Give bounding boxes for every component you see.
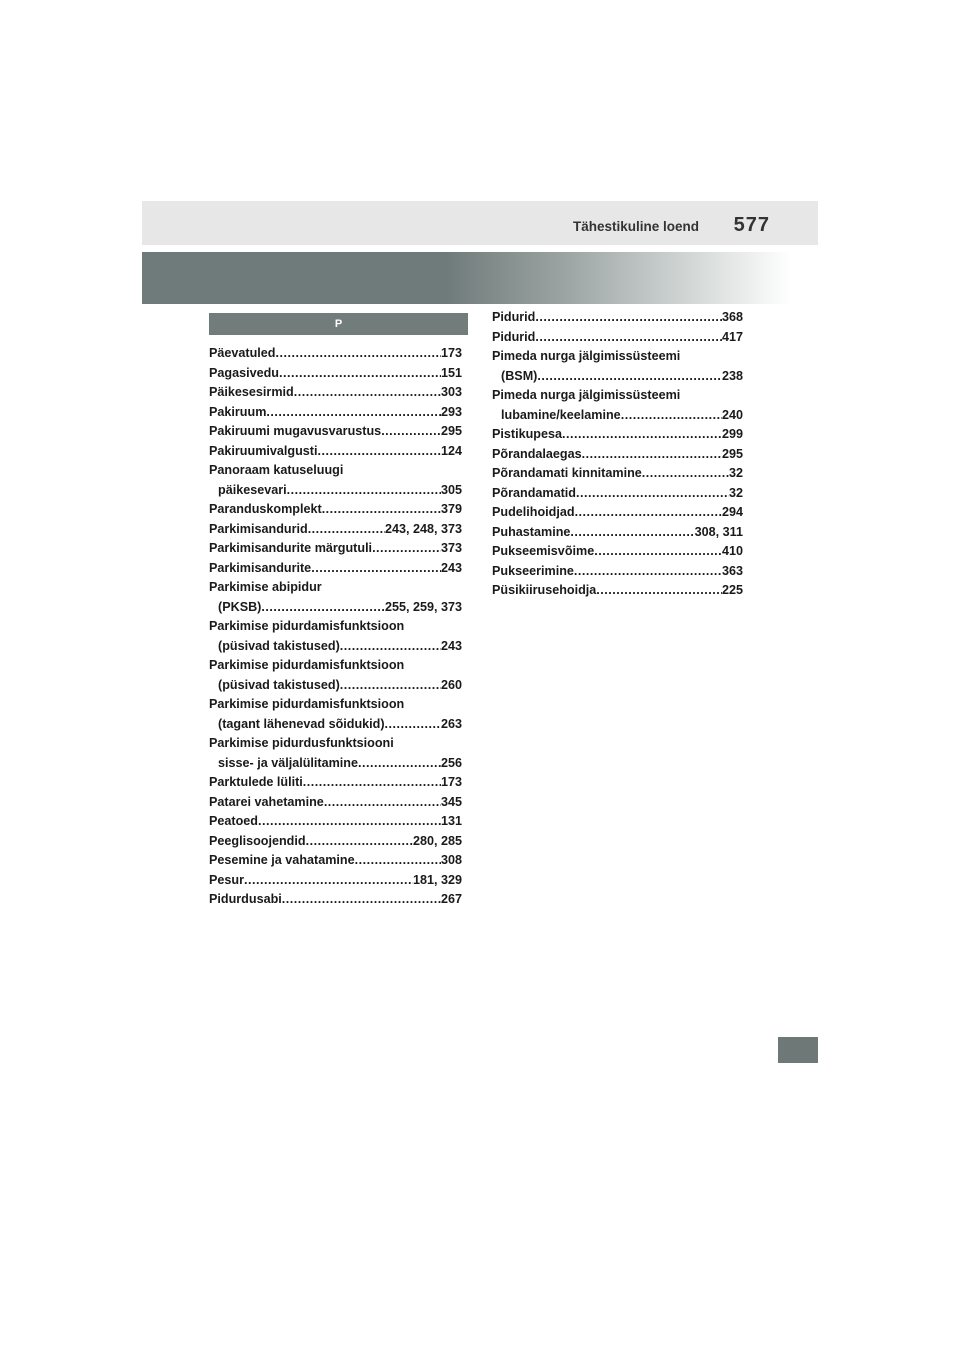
- index-entry: [209, 442, 462, 462]
- page-reference[interactable]: 260: [440, 677, 462, 692]
- index-term: Pimeda nurga jälgimissüsteemi: [492, 388, 681, 402]
- index-entry-line: [209, 656, 462, 676]
- index-entry-line: [492, 523, 743, 543]
- index-entry: [209, 773, 462, 793]
- page-reference[interactable]: 308, 311: [694, 524, 743, 539]
- index-entry-line: [209, 422, 462, 442]
- index-term: Parkimisandurid: [209, 521, 308, 536]
- index-term: (tagant lähenevad sõidukid): [218, 716, 385, 731]
- index-term: Panoraam katuseluugi: [209, 463, 344, 477]
- dot-leader: [340, 637, 441, 657]
- dot-leader: [324, 793, 441, 813]
- index-column-left: [209, 344, 462, 910]
- dot-leader: [576, 484, 729, 504]
- page-reference[interactable]: 417: [721, 329, 743, 344]
- page-reference[interactable]: 131: [440, 814, 462, 828]
- page-reference[interactable]: 308: [440, 853, 462, 867]
- index-entry: [209, 734, 462, 773]
- page-reference[interactable]: 255, 259, 373: [384, 599, 462, 614]
- index-entry: [209, 793, 462, 813]
- dot-leader: [621, 406, 722, 426]
- index-entry-line: [209, 832, 462, 852]
- page-reference[interactable]: 256: [440, 755, 462, 770]
- dot-leader: [596, 581, 722, 601]
- dot-leader: [311, 559, 441, 579]
- section-letter-header: P: [209, 313, 468, 335]
- page-reference[interactable]: 410: [721, 544, 743, 558]
- index-entry: [492, 347, 743, 386]
- index-entry: [492, 484, 743, 504]
- dot-leader: [317, 442, 441, 462]
- dot-leader: [537, 367, 722, 387]
- page-reference[interactable]: 295: [440, 424, 462, 438]
- dot-leader: [355, 851, 441, 871]
- index-term: Pesemine ja vahatamine: [209, 853, 355, 867]
- index-column-right: [492, 308, 743, 601]
- page-number: 577: [733, 214, 770, 236]
- index-entry-line: [209, 383, 462, 403]
- index-entry-line: [209, 734, 462, 754]
- dot-leader: [303, 773, 441, 793]
- page-reference[interactable]: 345: [440, 794, 462, 809]
- index-entry-line: [209, 500, 462, 520]
- index-term: Pimeda nurga jälgimissüsteemi: [492, 349, 681, 363]
- index-entry: [492, 328, 743, 348]
- index-entry: [209, 832, 462, 852]
- index-entry: [492, 464, 743, 484]
- index-entry-line: [492, 581, 743, 601]
- index-entry-line: [492, 484, 743, 504]
- index-entry: [209, 812, 462, 832]
- page-reference[interactable]: 181, 329: [412, 872, 462, 887]
- index-entry-line: [209, 890, 462, 910]
- index-term: Põrandamatid: [492, 485, 576, 500]
- index-term: Pagasivedu: [209, 365, 279, 380]
- index-entry-line: [209, 637, 462, 657]
- page-reference[interactable]: 173: [440, 775, 462, 789]
- index-entry-line: [492, 542, 743, 562]
- chapter-tab-marker: [778, 1037, 818, 1063]
- index-term: Pakiruumivalgusti: [209, 443, 318, 458]
- header-title: Tähestikuline loend: [572, 219, 699, 234]
- index-term: Parkimisandurite: [209, 560, 312, 575]
- dot-leader: [594, 542, 722, 562]
- index-entry: [209, 344, 462, 364]
- index-term: Pidurdusabi: [209, 892, 282, 906]
- index-entry-line: [209, 793, 462, 813]
- index-entry: [209, 383, 462, 403]
- index-entry-line: [209, 344, 462, 364]
- index-term: Parkimise pidurdusfunktsiooni: [209, 736, 394, 750]
- index-entry: [209, 364, 462, 384]
- page-reference[interactable]: 299: [721, 427, 743, 441]
- index-term: (BSM): [501, 368, 538, 383]
- index-entry: [209, 695, 462, 734]
- page-reference[interactable]: 293: [440, 404, 462, 419]
- index-term: Pakiruumi mugavusvarustus: [209, 424, 382, 438]
- dot-leader: [570, 523, 694, 543]
- index-term: Peeglisoojendid: [209, 833, 306, 848]
- index-entry-line: [209, 871, 462, 891]
- index-entry: [209, 403, 462, 423]
- index-entry: [209, 461, 462, 500]
- dot-leader: [294, 383, 441, 403]
- index-term: Pukseerimine: [492, 563, 574, 578]
- index-entry: [209, 578, 462, 617]
- index-entry-line: [492, 503, 743, 523]
- dot-leader: [258, 812, 441, 832]
- page-reference[interactable]: 243, 248, 373: [384, 521, 462, 536]
- page-reference[interactable]: 238: [721, 368, 743, 383]
- page-reference[interactable]: 243: [440, 638, 462, 653]
- index-entry-line: [209, 754, 462, 774]
- index-entry: [209, 422, 462, 442]
- dot-leader: [582, 445, 722, 465]
- index-term: Parkimise abipidur: [209, 580, 322, 594]
- page-reference[interactable]: 173: [440, 346, 462, 360]
- index-entry-line: [209, 520, 462, 540]
- dot-leader: [535, 308, 722, 328]
- page-reference[interactable]: 240: [721, 407, 743, 422]
- index-term: (püsivad takistused): [218, 638, 340, 653]
- index-entry-line: [492, 367, 743, 387]
- page-reference[interactable]: 151: [440, 365, 462, 380]
- dot-leader: [308, 520, 385, 540]
- index-term: Pidurid: [492, 310, 536, 324]
- dot-leader: [372, 539, 441, 559]
- dot-leader: [322, 500, 441, 520]
- page-reference[interactable]: 267: [440, 892, 462, 906]
- index-entry-line: [209, 578, 462, 598]
- index-entry: [209, 539, 462, 559]
- index-entry-line: [209, 617, 462, 637]
- page-reference[interactable]: 305: [440, 482, 462, 497]
- index-entry-line: [492, 328, 743, 348]
- index-entry-line: [492, 347, 743, 367]
- dot-leader: [266, 403, 441, 423]
- index-entry: [492, 562, 743, 582]
- index-term: lubamine/keelamine: [501, 407, 621, 422]
- page-reference[interactable]: 32: [728, 485, 743, 500]
- index-entry-line: [209, 676, 462, 696]
- index-term: Parktulede lüliti: [209, 775, 303, 789]
- page-reference[interactable]: 295: [721, 446, 743, 461]
- index-entry-line: [209, 403, 462, 423]
- index-entry-line: [209, 559, 462, 579]
- index-entry: [209, 656, 462, 695]
- page-header: [142, 201, 818, 245]
- page-reference[interactable]: 368: [721, 310, 743, 324]
- index-term: Pesur: [209, 872, 245, 887]
- index-term: (püsivad takistused): [218, 677, 340, 692]
- index-entry: [209, 520, 462, 540]
- index-term: Pidurid: [492, 329, 536, 344]
- index-term: Päevatuled: [209, 346, 276, 360]
- decorative-gradient-band: [142, 252, 818, 304]
- index-entry-line: [492, 562, 743, 582]
- index-entry-line: [209, 461, 462, 481]
- index-term: Puhastamine: [492, 524, 571, 539]
- index-entry: [492, 581, 743, 601]
- index-entry-line: [209, 598, 462, 618]
- dot-leader: [385, 715, 441, 735]
- dot-leader: [282, 890, 441, 910]
- dot-leader: [574, 562, 722, 582]
- dot-leader: [244, 871, 413, 891]
- index-entry: [492, 386, 743, 425]
- index-entry: [492, 542, 743, 562]
- dot-leader: [340, 676, 441, 696]
- dot-leader: [276, 344, 441, 364]
- dot-leader: [575, 503, 722, 523]
- index-entry: [492, 503, 743, 523]
- dot-leader: [287, 481, 441, 501]
- index-term: Parkimisandurite märgutuli: [209, 541, 373, 555]
- index-entry-line: [209, 773, 462, 793]
- index-entry-line: [209, 539, 462, 559]
- index-term: Pukseemisvõime: [492, 544, 595, 558]
- index-entry: [492, 445, 743, 465]
- dot-leader: [381, 422, 441, 442]
- index-term: Pudelihoidjad: [492, 505, 575, 519]
- index-entry-line: [209, 695, 462, 715]
- index-entry: [209, 890, 462, 910]
- page-reference[interactable]: 363: [721, 563, 743, 578]
- index-term: Pistikupesa: [492, 427, 562, 441]
- page-reference[interactable]: 32: [728, 466, 743, 480]
- index-entry-line: [492, 445, 743, 465]
- dot-leader: [562, 425, 722, 445]
- index-entry-line: [492, 406, 743, 426]
- index-entry-line: [209, 715, 462, 735]
- index-entry: [209, 871, 462, 891]
- page-reference[interactable]: 303: [440, 385, 462, 399]
- index-entry: [209, 559, 462, 579]
- page-reference[interactable]: 379: [440, 502, 462, 516]
- index-term: Põrandalaegas: [492, 446, 582, 461]
- index-term: Peatoed: [209, 814, 258, 828]
- index-entry-line: [209, 851, 462, 871]
- index-term: Parkimise pidurdamisfunktsioon: [209, 619, 405, 633]
- index-entry-line: [209, 812, 462, 832]
- index-term: Pakiruum: [209, 404, 267, 419]
- index-entry-line: [492, 464, 743, 484]
- index-entry-line: [492, 425, 743, 445]
- index-term: Püsikiirusehoidja: [492, 583, 597, 597]
- index-term: päikesevari: [218, 482, 287, 497]
- index-entry-line: [492, 308, 743, 328]
- dot-leader: [306, 832, 413, 852]
- index-entry-line: [492, 386, 743, 406]
- index-term: (PKSB): [218, 599, 262, 614]
- dot-leader: [535, 328, 722, 348]
- index-entry-line: [209, 481, 462, 501]
- page-reference[interactable]: 294: [721, 505, 743, 519]
- index-term: Päikesesirmid: [209, 385, 294, 399]
- index-entry: [492, 308, 743, 328]
- page-reference[interactable]: 243: [440, 560, 462, 575]
- page-reference[interactable]: 373: [440, 541, 462, 555]
- index-entry: [209, 851, 462, 871]
- index-entry: [209, 617, 462, 656]
- index-term: Põrandamati kinnitamine: [492, 466, 642, 480]
- dot-leader: [261, 598, 385, 618]
- index-term: Parkimise pidurdamisfunktsioon: [209, 697, 405, 711]
- index-entry: [492, 425, 743, 445]
- index-term: Parkimise pidurdamisfunktsioon: [209, 658, 405, 672]
- index-term: sisse- ja väljalülitamine: [218, 755, 359, 770]
- page-reference[interactable]: 225: [721, 583, 743, 597]
- index-term: Paranduskomplekt: [209, 502, 322, 516]
- dot-leader: [279, 364, 441, 384]
- page-reference[interactable]: 263: [440, 716, 462, 731]
- dot-leader: [358, 754, 441, 774]
- page-reference[interactable]: 280, 285: [412, 833, 462, 848]
- index-term: Patarei vahetamine: [209, 794, 324, 809]
- index-entry-line: [209, 364, 462, 384]
- dot-leader: [642, 464, 729, 484]
- index-entry-line: [209, 442, 462, 462]
- page-reference[interactable]: 124: [440, 443, 462, 458]
- index-entry: [492, 523, 743, 543]
- index-entry: [209, 500, 462, 520]
